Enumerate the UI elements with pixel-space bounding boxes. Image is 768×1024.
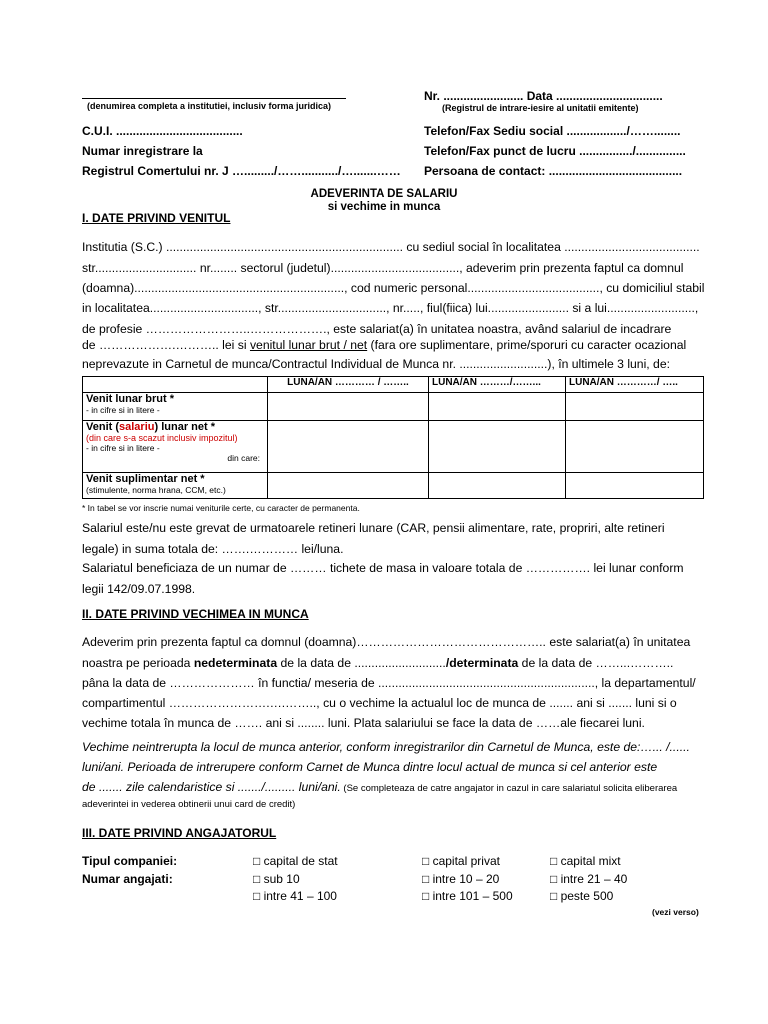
- table-row-venit-brut: [83, 393, 704, 421]
- tip-companie-label: Tipul companiei:: [82, 854, 178, 868]
- checkbox-sub-10[interactable]: □ sub 10: [253, 872, 300, 886]
- venit-net-luna-2[interactable]: [429, 421, 566, 473]
- venit-supl-label-cell: [83, 473, 268, 499]
- checkbox-capital-stat[interactable]: □ capital de stat: [253, 854, 338, 868]
- cui-field[interactable]: C.U.I. ......................................: [82, 124, 243, 138]
- nedeterminata-text: nedeterminata: [193, 656, 278, 670]
- venit-supl-luna-1[interactable]: [268, 473, 429, 499]
- nr-data-field[interactable]: Nr. ........................ Data ................................: [424, 89, 663, 103]
- section2-line-3: pâna la data de ………………… în functia/ meseria de ................................................................, la departamentul/: [82, 676, 696, 690]
- section1-line-2: str.............................. nr........ sectorul (judetul)......................................, adeverim prin prezenta faptul ca domnul: [82, 261, 684, 275]
- venit-net-label: [86, 421, 264, 433]
- venit-net-label-salariu: salariu: [119, 421, 155, 433]
- section3-heading: III. DATE PRIVIND ANGAJATORUL: [82, 826, 277, 840]
- section2-line-1: Adeverim prin prezenta faptul ca domnul (doamna)……………………………………….. este salariat(a) în unitatea: [82, 635, 691, 649]
- registrul-comertului-field[interactable]: Registrul Comertului nr. J …........./…….........../….......……: [82, 164, 401, 178]
- venit-brut-sub: - in cifre si in litere -: [86, 405, 160, 415]
- retineri-line-2: legale) in suma totala de: …….………… lei/luna.: [82, 542, 344, 556]
- institutie-caption: (denumirea completa a institutiei, inclusiv forma juridica): [87, 101, 332, 111]
- section1-line-5: de profesie ……………………..………………., este salariat(a) în unitatea noastra, având salariul de incadrare: [82, 322, 672, 336]
- section2-line-4: compartimentul …………………….….…….., cu o vechime la actualul loc de munca de ....... ani si ....... luni si o: [82, 696, 677, 710]
- section1-line-4: in localitatea................................, str................................, nr....., fiul(fiica) lui........................ si a lui..........................,: [82, 301, 699, 315]
- salariu-incadrare-text: de ……………….……….. lei si: [82, 338, 250, 352]
- section1-line-7: neprevazute in Carnetul de munca/Contractul Individual de Munca nr. ..........................), în ultimele 3 luni, de:: [82, 357, 671, 371]
- venit-net-label-b: ) lunar net *: [154, 421, 215, 433]
- venit-brut-label-cell: [83, 393, 268, 421]
- section1-heading: I. DATE PRIVIND VENITUL: [82, 211, 231, 225]
- venit-net-label-cell: [83, 421, 268, 473]
- venit-brut-label: Venit lunar brut *: [86, 393, 175, 405]
- section1-line-1: Institutia (S.C.) ...................................................................... cu sediul social în localitatea ........................................: [82, 240, 700, 254]
- vechime-italic-3: [82, 780, 677, 794]
- checkbox-capital-mixt[interactable]: □ capital mixt: [550, 854, 621, 868]
- document-title: ADEVERINTA DE SALARIU: [310, 188, 458, 200]
- table-row-venit-net: [83, 421, 704, 473]
- venit-net-red-note: (din care s-a scazut inclusiv impozitul): [86, 433, 238, 443]
- determinata-text: /determinata: [445, 656, 519, 670]
- persoana-contact-field[interactable]: Persoana de contact: ........................................: [424, 164, 683, 178]
- checkbox-41-100[interactable]: □ intre 41 – 100: [253, 889, 337, 903]
- registru-caption: (Registrul de intrare-iesire al unitatii emitente): [442, 103, 639, 113]
- venit-table: [82, 376, 704, 499]
- section1-line-6: [82, 338, 686, 352]
- table-row-venit-suplimentar: [83, 473, 704, 499]
- vechime-note-end: adeverintei in vederea obtinerii unui card de credit): [82, 799, 296, 810]
- section2-line-5: vechime totala în munca de ……. ani si ........ luni. Plata salariului se face la data de ……ale fiecarei luni.: [82, 716, 645, 730]
- tichete-line-2: legii 142/09.07.1998.: [82, 582, 196, 596]
- tel-sediu-field[interactable]: Telefon/Fax Sediu social ................../……........: [424, 124, 681, 138]
- fara-ore-text: (fara ore suplimentare, prime/sporuri cu caracter ocazional: [367, 338, 687, 352]
- venit-net-luna-3[interactable]: [566, 421, 704, 473]
- venit-net-sub: - in cifre si in litere -: [86, 443, 160, 453]
- section1-line-3: (doamna).............................................................., cod numeric personal......................................., cu domiciliul stabil: [82, 281, 705, 295]
- vezi-verso: (vezi verso): [652, 907, 699, 917]
- venit-supl-label: Venit suplimentar net *: [86, 473, 205, 485]
- checkbox-21-40[interactable]: □ intre 21 – 40: [550, 872, 628, 886]
- vechime-italic-2: luni/ani. Perioada de intrerupere conform Carnet de Munca dintre locul actual de munca si cel anterior este: [82, 760, 658, 774]
- venit-net-luna-1[interactable]: [268, 421, 429, 473]
- venit-net-din-care: din care:: [227, 453, 260, 463]
- document-subtitle: si vechime in munca: [327, 201, 441, 213]
- checkbox-capital-privat[interactable]: □ capital privat: [422, 854, 500, 868]
- retineri-line-1: Salariul este/nu este grevat de urmatoarele retineri lunare (CAR, pensii alimentare, rate, propriri, alte retineri: [82, 521, 665, 535]
- numar-angajati-label: Numar angajati:: [82, 872, 173, 886]
- data-nedeterminata-text: de la data de ...........................: [277, 656, 446, 670]
- numar-inregistrare-label: Numar inregistrare la: [82, 144, 203, 158]
- section2-heading: II. DATE PRIVIND VECHIMEA IN MUNCA: [82, 607, 309, 621]
- tichete-line-1: Salariatul beneficiaza de un numar de ……… tichete de masa in valoare totala de ……………. lei lunar conform: [82, 561, 684, 575]
- venit-brut-luna-3[interactable]: [566, 393, 704, 421]
- checkbox-peste-500[interactable]: □ peste 500: [550, 889, 614, 903]
- checkbox-101-500[interactable]: □ intre 101 – 500: [422, 889, 513, 903]
- table-header-luna-3[interactable]: LUNA/AN …………/ …..: [566, 377, 704, 393]
- venit-brut-net-text: venitul lunar brut / net: [249, 338, 368, 352]
- table-header-luna-1[interactable]: LUNA/AN ………… / ……..: [268, 377, 429, 393]
- tel-punct-field[interactable]: Telefon/Fax punct de lucru ................/...............: [424, 144, 686, 158]
- table-header-luna-2[interactable]: LUNA/AN ………/……...: [429, 377, 566, 393]
- venit-brut-luna-1[interactable]: [268, 393, 429, 421]
- venit-supl-sub: (stimulente, norma hrana, CCM, etc.): [86, 485, 226, 495]
- section2-line-2: [82, 656, 673, 670]
- table-footnote: * In tabel se vor inscrie numai veniturile certe, cu caracter de permanenta.: [82, 503, 360, 513]
- table-header-empty: [83, 377, 268, 393]
- table-header-row: [83, 377, 704, 393]
- data-determinata-text: de la data de ……...………..: [518, 656, 674, 670]
- venit-supl-luna-3[interactable]: [566, 473, 704, 499]
- institutie-name-line[interactable]: [82, 98, 346, 99]
- venit-brut-luna-2[interactable]: [429, 393, 566, 421]
- zile-calendaristice-text: de ....... zile calendaristice si ......./......... luni/ani.: [82, 780, 341, 794]
- venit-net-label-a: Venit (: [86, 421, 120, 433]
- venit-supl-luna-2[interactable]: [429, 473, 566, 499]
- checkbox-10-20[interactable]: □ intre 10 – 20: [422, 872, 500, 886]
- se-completeaza-note: (Se completeaza de catre angajator in cazul in care salariatul solicita eliberarea: [340, 783, 678, 794]
- vechime-italic-1: Vechime neintrerupta la locul de munca anterior, conform inregistrarilor din Carnetul de Munca, este de:…... /......: [82, 740, 690, 754]
- perioada-text: noastra pe perioada: [82, 656, 194, 670]
